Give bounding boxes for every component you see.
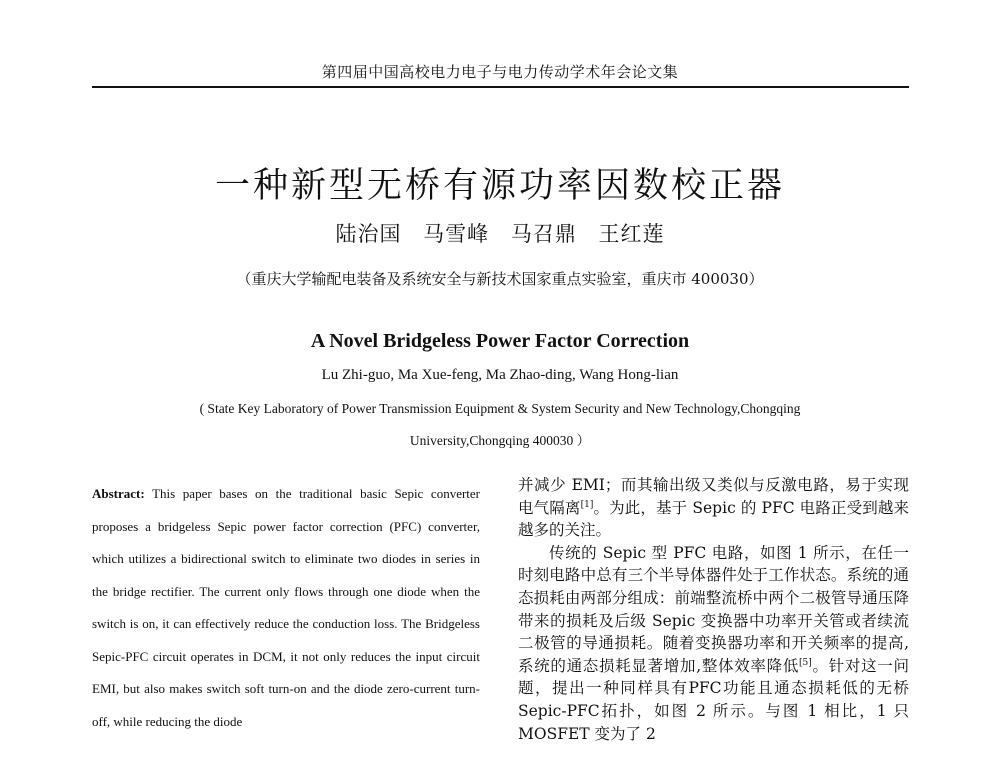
affiliation-english-line1: ( State Key Laboratory of Power Transmission Equipment & System Security and New Technology,Chongqing	[199, 401, 801, 416]
header-rule	[92, 86, 909, 88]
journal-header: 第四届中国高校电力电子与电力传动学术年会论文集	[321, 63, 679, 81]
affiliation-chinese: （重庆大学输配电装备及系统安全与新技术国家重点实验室，重庆市 400030）	[236, 270, 764, 288]
authors-english: Lu Zhi-guo, Ma Xue-feng, Ma Zhao-ding, Wang Hong-lian	[321, 367, 679, 383]
title-english: A Novel Bridgeless Power Factor Correction	[310, 330, 690, 352]
abstract-english	[92, 478, 480, 738]
affiliation-english-line2: University,Chongqing 400030 ）	[409, 433, 591, 448]
authors-chinese: 陆治国 马雪峰 马召鼎 王红莲	[335, 222, 665, 246]
body-paragraph-1: 并减少 EMI；而其输出级又类似与反激电路，易于实现电气隔离[1]。为此，基于 Sepic 的 PFC 电路正受到越来越多的关注。	[518, 476, 909, 540]
abstract-label: Abstract:	[92, 486, 145, 501]
abstract-text: This paper bases on the traditional basic Sepic converter proposes a bridgeless Sepic power factor correction (PFC) converter, which utilizes a bidirectional switch to eliminate two diodes in series in the bridge rectifier. The current only flows through one diode when the switch is on, it can effectively reduce the conduction loss. The Bridgeless Sepic-PFC circuit operates in DCM, it not only reduces the input circuit EMI, but also makes switch soft turn-on and the diode zero-current turn-off, while reducing the diode	[92, 486, 481, 729]
title-chinese: 一种新型无桥有源功率因数校正器	[214, 166, 785, 206]
body-paragraph-2: 传统的 Sepic 型 PFC 电路，如图 1 所示，在任一时刻电路中总有三个半导体器件处于工作状态。系统的通态损耗由两部分组成：前端整流桥中两个二极管导通压降带来的损耗及后级 Sepic 变换器中功率开关管或者续流二极管的导通损耗。随着变换器功率和开关频率的提高,系统的通态损耗显著增加,整体效率降低[5]。针对这一问题，提出一种同样具有PFC功能且通态损耗低的无桥 Sepic-PFC拓扑，如图 2 所示。与图 1 相比，1 只 MOSFET 变为了 2	[518, 543, 909, 743]
citation-ref: [1]	[580, 499, 594, 510]
body-text-chinese	[518, 474, 909, 745]
citation-ref: [5]	[799, 657, 812, 668]
